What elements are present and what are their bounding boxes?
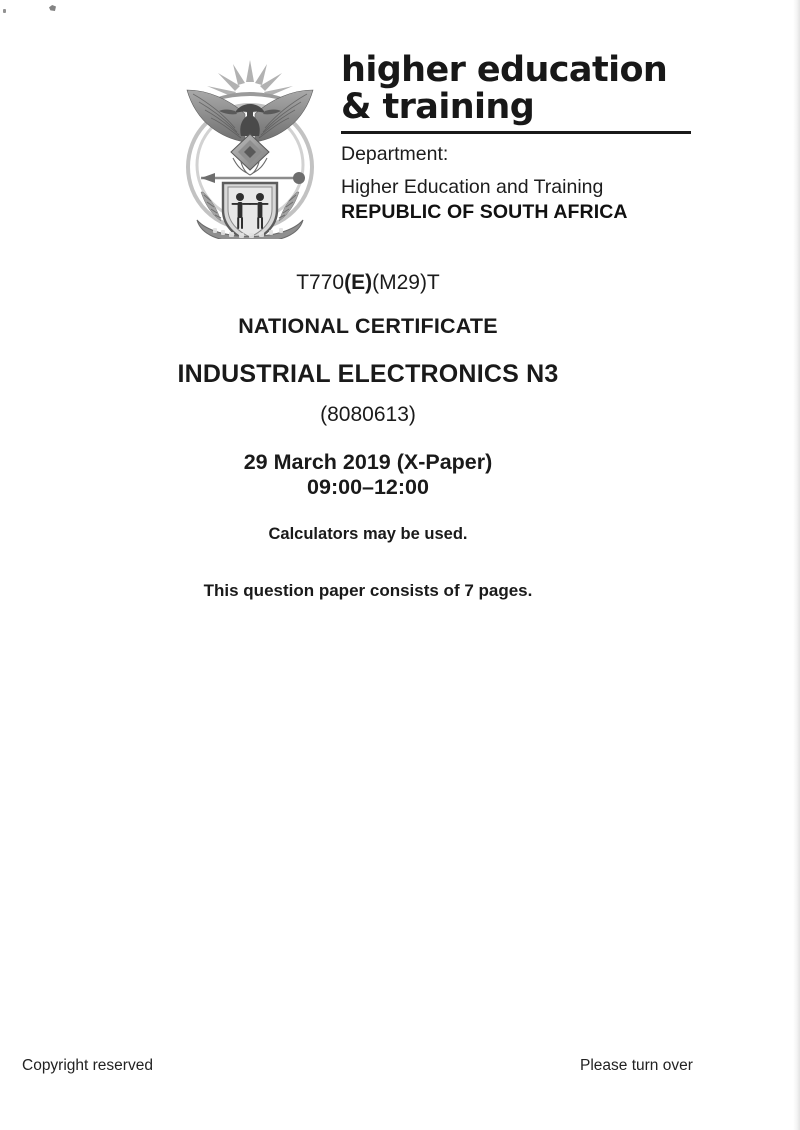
scan-speckle bbox=[3, 9, 6, 13]
scan-edge-shadow bbox=[793, 0, 800, 1130]
scan-speckle bbox=[49, 5, 56, 11]
paper-code bbox=[0, 270, 736, 296]
document-header bbox=[171, 52, 701, 242]
exam-datetime bbox=[0, 450, 736, 500]
department-label: Department: bbox=[341, 143, 449, 165]
wordmark-line-2: & training bbox=[341, 87, 535, 127]
page-footer bbox=[0, 1057, 800, 1081]
certificate-type: NATIONAL CERTIFICATE bbox=[238, 314, 498, 338]
subject-title: INDUSTRIAL ELECTRONICS N3 bbox=[177, 360, 559, 388]
exam-time: 09:00–12:00 bbox=[307, 475, 429, 499]
paper-code-suffix: (M29)T bbox=[372, 271, 440, 294]
copyright-notice: Copyright reserved bbox=[22, 1057, 153, 1074]
calculator-note: Calculators may be used. bbox=[268, 525, 468, 543]
south-africa-coat-of-arms-icon bbox=[171, 52, 329, 239]
country-name: REPUBLIC OF SOUTH AFRICA bbox=[341, 201, 628, 223]
page-count-note: This question paper consists of 7 pages. bbox=[203, 581, 533, 600]
paper-code-variant: (E) bbox=[344, 271, 373, 294]
title-block bbox=[0, 270, 736, 602]
department-wordmark bbox=[341, 52, 701, 225]
wordmark-line-1: higher education bbox=[341, 50, 668, 90]
paper-code-prefix: T770 bbox=[296, 271, 345, 294]
department-name: Higher Education and Training bbox=[341, 176, 604, 198]
subject-code: (8080613) bbox=[320, 403, 416, 426]
exam-date: 29 March 2019 (X-Paper) bbox=[243, 450, 493, 474]
turn-over-notice: Please turn over bbox=[580, 1057, 693, 1074]
wordmark-divider bbox=[341, 131, 691, 134]
